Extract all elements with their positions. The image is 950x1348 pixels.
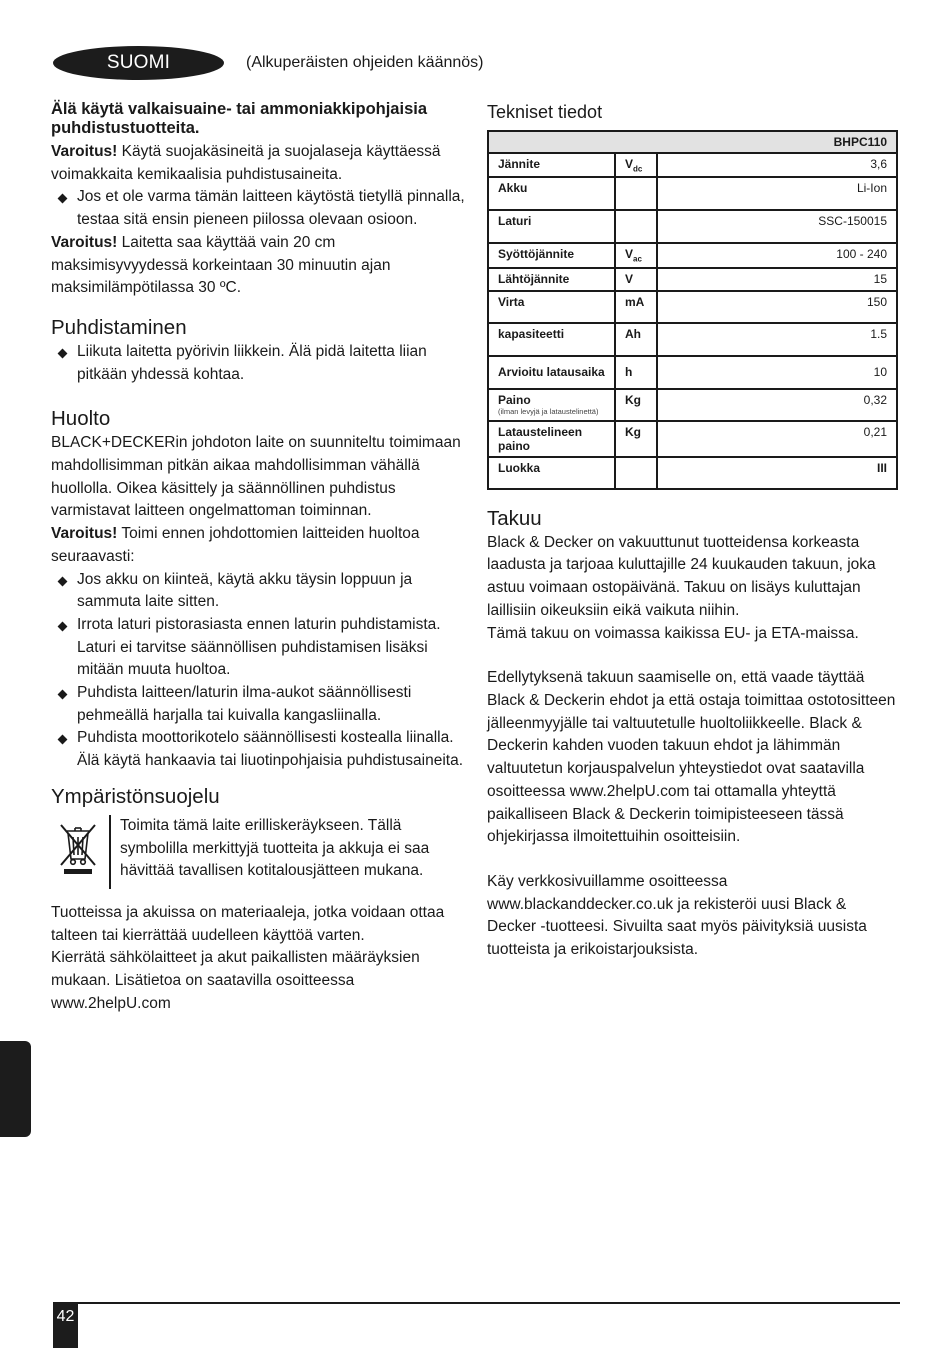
table-row (488, 389, 897, 421)
unit-cell (615, 210, 657, 243)
label-note: (ilman levyjä ja lataustelinettä) (498, 406, 599, 416)
label-cell: Virta (488, 291, 615, 323)
environment-paragraph: Tuotteissa ja akuissa on materiaaleja, jotka voidaan ottaa talteen tai kierrättää uudelleen käyttöä varten. (51, 903, 445, 944)
unit-cell: $V_{ac}$ (615, 243, 657, 267)
section-heading-cleaning: Puhdistaminen (51, 315, 187, 339)
warning-paragraph (51, 232, 466, 300)
list-item-text: Puhdista moottorikotelo säännöllisesti kostealla liinalla. Älä käytä hankaavia tai liuotinpohjaisia puhdistusaineita. (77, 729, 464, 770)
language-badge: SUOMI (53, 46, 224, 80)
maintenance-text: BLACK+DECKERin johdoton laite on suunniteltu toimimaan mahdollisimman pitkän aikaa mahdollisimman vähällä huollolla. Oikea käsittely ja säännöllinen puhdistus varmistavat laitteen ongelmattoman toiminnan. (51, 434, 461, 520)
diamond-bullet-icon (58, 194, 68, 204)
unit-cell: Kg (615, 421, 657, 457)
table-row (488, 421, 897, 457)
environment-url[interactable]: www.2helpU.com (51, 994, 171, 1012)
table-row (488, 153, 897, 177)
label-text: Paino (498, 392, 531, 407)
label-cell: Syöttöjännite (488, 243, 615, 267)
warning-text: Käytä suojakäsineitä ja suojalaseja käyttäessä voimakkaita kemikaalisia puhdistusaineita. (51, 143, 441, 183)
unit-cell: mA (615, 291, 657, 323)
list-item (51, 569, 466, 614)
crossed-out-bin-icon (51, 815, 111, 889)
warning-label: Varoitus! (51, 233, 118, 251)
value-cell: 10 (657, 356, 897, 389)
tech-data-table (487, 130, 898, 490)
intro-heading: Älä käytä valkaisuaine- tai ammoniakkipohjaisia puhdistustuotteita. (51, 100, 428, 137)
warning-label: Varoitus! (51, 143, 118, 160)
label-cell: Jännite (488, 153, 615, 177)
unit-cell: Ah (615, 323, 657, 356)
value-cell: 100 - 240 (657, 243, 897, 267)
table-row (488, 243, 897, 267)
unit-cell: $V_{dc}$ (615, 153, 657, 177)
diamond-bullet-icon (58, 576, 68, 586)
warranty-paragraph: Tämä takuu on voimassa kaikissa EU- ja ETA-maissa. (487, 624, 859, 642)
warning-text: Laitetta saa käyttää vain 20 cm maksimisyvyydessä korkeintaan 30 minuutin ajan maksimilämpötilassa 30 ºC. (51, 233, 391, 297)
table-row (488, 323, 897, 356)
value-cell: 0,21 (657, 421, 897, 457)
diamond-bullet-icon (58, 348, 68, 358)
list-item-text: Jos akku on kiinteä, käytä akku täysin loppuun ja sammuta laite sitten. (77, 570, 413, 611)
label-cell: Lataustelineen paino (488, 421, 615, 457)
value-cell: SSC-150015 (657, 210, 897, 243)
diamond-bullet-icon (58, 735, 68, 745)
list-item-text: Irrota laturi pistorasiasta ennen laturin puhdistamista. Laturi ei tarvitse säännöllisen puhdistamisen lisäksi mitään muuta huoltoa. (77, 615, 441, 679)
label-cell: kapasiteetti (488, 323, 615, 356)
value-cell: 0,32 (657, 389, 897, 421)
table-row (488, 291, 897, 323)
warranty-paragraph: Black & Decker on vakuuttunut tuotteidensa korkeasta laadusta ja tarjoaa kuluttajille 24 kuukauden takuun, joka astuu voimaan ostopäivänä. Takuu on lisäys kuluttajan laillisiin oikeuksiin eikä vaikuta niihin. (487, 533, 876, 619)
warning-text: Toimi ennen johdottomien laitteiden huoltoa seuraavasti: (51, 525, 420, 565)
label-cell: Lähtöjännite (488, 268, 615, 291)
value-cell: 1.5 (657, 323, 897, 356)
diamond-bullet-icon (58, 622, 68, 632)
warning-paragraph (51, 141, 466, 186)
table-row (488, 356, 897, 389)
recycling-notice-text: Toimita tämä laite erilliskeräykseen. Tällä symbolilla merkittyjä tuotteita ja akkuja ei saa hävittää tavallisen kotitalousjätteen mukana. (120, 816, 430, 880)
warning-label: Varoitus! (51, 525, 118, 543)
list-item (51, 341, 466, 386)
list-item-text: Jos et ole varma tämän laitteen käytöstä tietyllä pinnalla, testaa sitä ensin pieneen piilossa olevaan osioon. (77, 188, 465, 229)
list-item-text: Liikuta laitetta pyörivin liikkein. Älä pidä laitetta liian pitkään yhdessä kohtaa. (77, 342, 427, 383)
section-heading-maintenance: Huolto (51, 407, 111, 431)
footer-divider (53, 1302, 900, 1304)
section-heading-environment: Ympäristönsuojelu (51, 784, 220, 808)
table-row (488, 457, 897, 489)
unit-cell (615, 457, 657, 489)
value-cell: 3,6 (657, 153, 897, 177)
unit-cell: Kg (615, 389, 657, 421)
unit-cell (615, 177, 657, 210)
label-cell: Laturi (488, 210, 615, 243)
list-item (51, 682, 466, 727)
list-item-text: Puhdista laitteen/laturin ilma-aukot säännöllisesti pehmeällä harjalla tai kuivalla kangasliinalla. (77, 684, 412, 724)
list-item (51, 614, 466, 682)
page-number: 42 (53, 1303, 78, 1348)
section-heading-tech-data: Tekniset tiedot (487, 102, 603, 122)
table-row (488, 177, 897, 210)
warranty-paragraph: Käy verkkosivuillamme osoitteessa www.blackanddecker.co.uk ja rekisteröi uusi Black & Decker -tuotteesi. Sivuilta saat myös päivityksiä uusista tuotteista ja erikoistarjouksista. (487, 872, 867, 959)
unit-cell: V (615, 268, 657, 291)
label-cell: Arvioitu latausaika (488, 356, 615, 389)
table-row (488, 210, 897, 243)
value-cell: III (657, 457, 897, 489)
section-heading-warranty: Takuu (487, 506, 542, 530)
list-item (51, 727, 466, 772)
table-row (488, 268, 897, 291)
environment-paragraph: Kierrätä sähkölaitteet ja akut paikallisten määräyksien mukaan. Lisätietoa on saatavilla osoitteessa (51, 949, 420, 989)
table-header-row (488, 131, 897, 153)
model-cell: BHPC110 (488, 131, 897, 153)
diamond-bullet-icon (58, 690, 68, 700)
value-cell: 150 (657, 291, 897, 323)
value-cell: 15 (657, 268, 897, 291)
label-cell (488, 389, 615, 421)
right-column (487, 100, 898, 962)
intro-bullet-list (51, 186, 466, 231)
document-subtitle: (Alkuperäisten ohjeiden käännös) (246, 54, 484, 71)
maintenance-bullet-list (51, 569, 466, 773)
warning-paragraph (51, 523, 466, 568)
label-cell: Luokka (488, 457, 615, 489)
recycling-notice (51, 815, 466, 889)
warranty-paragraph: Edellytyksenä takuun saamiselle on, että vaade täyttää Black & Deckerin ehdot ja että ostaja toimittaa ostotositteen jälleenmyyjälle tai valtuutetulle huoltoliikkeelle. Black & Deckerin kahden vuoden takuun ehdot ja lähimmän valtuutetun korjauspalvelun yhteystiedot ovat saatavilla osoitteessa www.2helpU.com tai ottamalla yhteyttä paikalliseen Black & Deckerin toimipisteeseen tässä ohjekirjassa ilmoitettuihin osoitteisiin. (487, 669, 896, 846)
list-item (51, 186, 466, 231)
label-cell: Akku (488, 177, 615, 210)
cleaning-bullet-list (51, 341, 466, 386)
left-column (51, 100, 466, 1015)
value-cell: Li-Ion (657, 177, 897, 210)
section-tab-marker (0, 1041, 31, 1137)
unit-cell: h (615, 356, 657, 389)
